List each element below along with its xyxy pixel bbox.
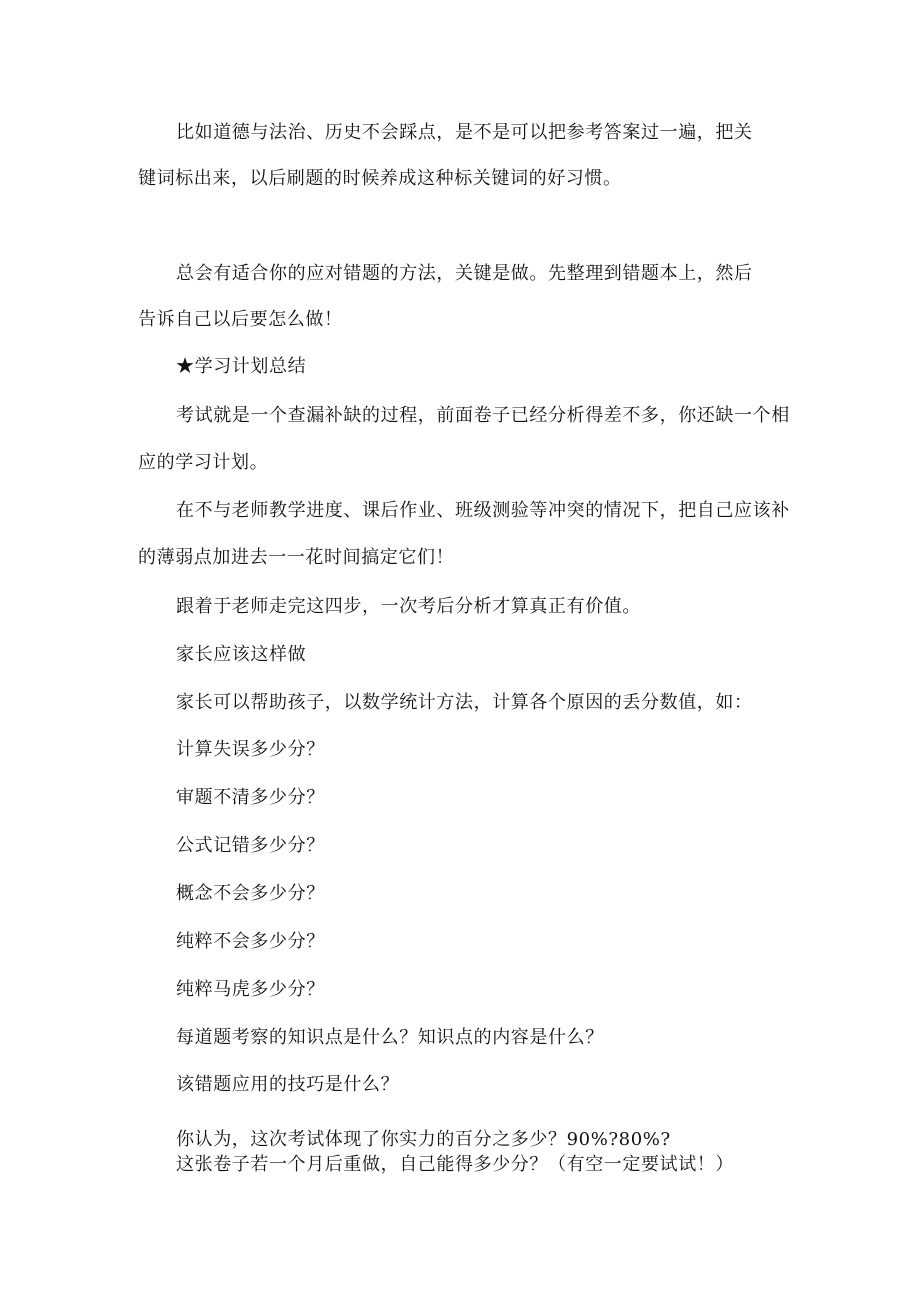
paragraph-line: 键词标出来，以后刷题的时候养成这种标关键词的好习惯。 [138, 168, 622, 189]
section-heading: ★学习计划总结 [176, 356, 307, 377]
paragraph-line: 比如道德与法治、历史不会踩点，是不是可以把参考答案过一遍，把关 [176, 122, 753, 143]
list-item: 公式记错多少分？ [176, 835, 325, 856]
paragraph-line: 告诉自己以后要怎么做！ [138, 309, 343, 330]
paragraph-line: 该错题应用的技巧是什么？ [176, 1074, 400, 1095]
paragraph-line: 每道题考察的知识点是什么？知识点的内容是什么？ [176, 1027, 604, 1048]
paragraph-line: 的薄弱点加进去一一花时间搞定它们！ [138, 547, 455, 568]
section-heading: 家长应该这样做 [176, 644, 307, 665]
paragraph-line: 你认为，这次考试体现了你实力的百分之多少？90%?80%? [176, 1129, 671, 1150]
paragraph-line: 应的学习计划。 [138, 452, 269, 473]
paragraph-line: 跟着于老师走完这四步，一次考后分析才算真正有价值。 [176, 596, 641, 617]
paragraph-line: 这张卷子若一个月后重做，自己能得多少分？（有空一定要试试！） [176, 1154, 734, 1175]
paragraph-line: 家长可以帮助孩子，以数学统计方法，计算各个原因的丢分数值，如： [176, 692, 753, 713]
paragraph-line: 在不与老师教学进度、课后作业、班级测验等冲突的情况下，把自己应该补 [176, 500, 790, 521]
list-item: 纯粹不会多少分？ [176, 931, 325, 952]
list-item: 计算失误多少分？ [176, 739, 325, 760]
list-item: 审题不清多少分？ [176, 787, 325, 808]
list-item: 概念不会多少分？ [176, 883, 325, 904]
list-item: 纯粹马虎多少分？ [176, 979, 325, 1000]
paragraph-line: 考试就是一个查漏补缺的过程，前面卷子已经分析得差不多，你还缺一个相 [176, 405, 790, 426]
paragraph-line: 总会有适合你的应对错题的方法，关键是做。先整理到错题本上，然后 [176, 263, 753, 284]
